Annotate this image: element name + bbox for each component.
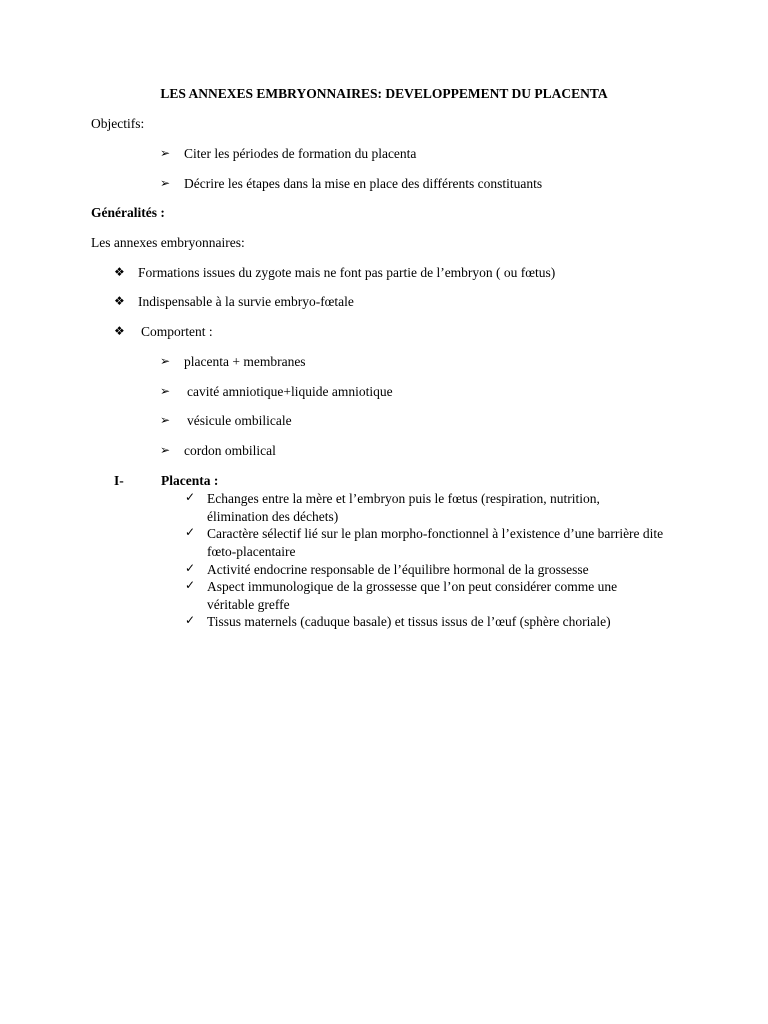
checkmark-icon: ✓ [185, 578, 196, 592]
placenta-item: Echanges entre la mère et l’embryon puis le fœtus (respiration, nutrition, élimination des déchets) [207, 491, 600, 524]
document-title: LES ANNEXES EMBRYONNAIRES: DEVELOPPEMENT DU PLACENTA [160, 86, 608, 101]
objectif-item: Décrire les étapes dans la mise en place des différents constituants [184, 176, 543, 191]
generalites-heading: Généralités : [91, 205, 165, 220]
diamond-bullet-icon: ❖ [114, 294, 125, 308]
generalites-item: Comportent : [141, 324, 213, 339]
arrow-bullet-icon: ➢ [160, 413, 171, 427]
diamond-bullet-icon: ❖ [114, 324, 125, 338]
placenta-item: Caractère sélectif lié sur le plan morpho-fonctionnel à l’existence d’une barrière dite fœto-placentaire [207, 526, 664, 559]
generalites-intro: Les annexes embryonnaires: [91, 235, 245, 250]
diamond-bullet-icon: ❖ [114, 265, 125, 279]
generalites-subitem: cordon ombilical [184, 443, 276, 458]
checkmark-icon: ✓ [185, 525, 196, 539]
checkmark-icon: ✓ [185, 561, 196, 575]
arrow-bullet-icon: ➢ [160, 354, 171, 368]
arrow-bullet-icon: ➢ [160, 443, 171, 457]
arrow-bullet-icon: ➢ [160, 146, 171, 160]
arrow-bullet-icon: ➢ [160, 384, 171, 398]
objectifs-label: Objectifs: [91, 116, 145, 131]
objectif-item: Citer les périodes de formation du placenta [184, 146, 417, 161]
checkmark-icon: ✓ [185, 490, 196, 504]
placenta-item: Activité endocrine responsable de l’équilibre hormonal de la grossesse [207, 562, 589, 577]
generalites-subitem: cavité amniotique+liquide amniotique [187, 384, 393, 399]
placenta-item: Aspect immunologique de la grossesse que l’on peut considérer comme une véritable greffe [207, 579, 618, 612]
arrow-bullet-icon: ➢ [160, 176, 171, 190]
checkmark-icon: ✓ [185, 613, 196, 627]
placenta-item: Tissus maternels (caduque basale) et tissus issus de l’œuf (sphère choriale) [207, 614, 611, 629]
generalites-item: Indispensable à la survie embryo-fœtale [138, 294, 354, 309]
generalites-item: Formations issues du zygote mais ne font pas partie de l’embryon ( ou fœtus) [138, 265, 556, 280]
section-number: I- [114, 473, 124, 488]
section-heading: Placenta : [161, 473, 219, 488]
generalites-subitem: vésicule ombilicale [187, 413, 292, 428]
generalites-subitem: placenta + membranes [184, 354, 306, 369]
